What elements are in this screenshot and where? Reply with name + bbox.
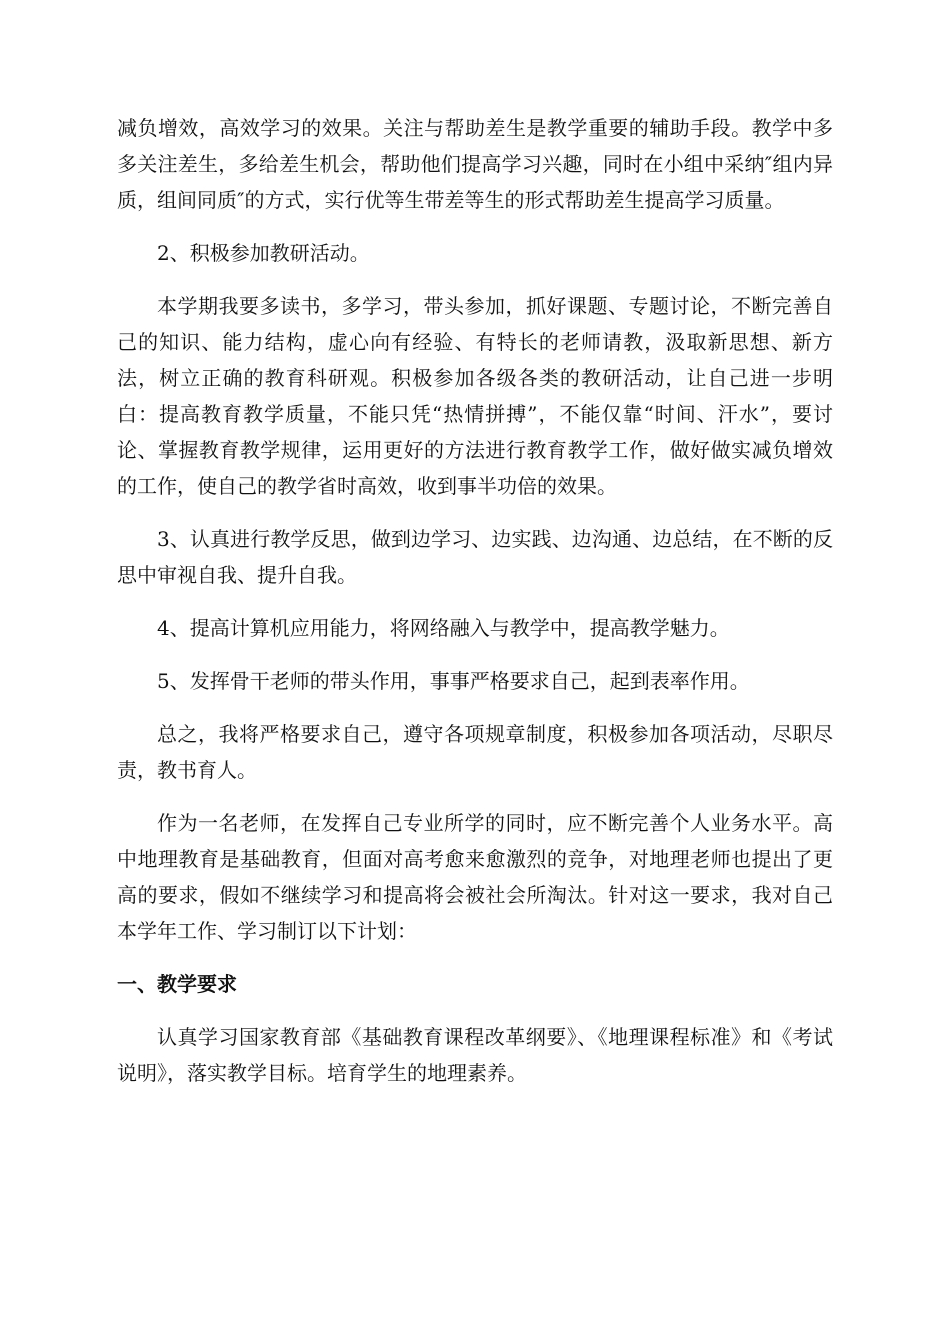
section-heading: 一、教学要求 xyxy=(117,972,237,996)
paragraph-section-body: 认真学习国家教育部《基础教育课程改革纲要》、《地理课程标准》和《考试说明》，落实教学目标。培育学生的地理素养。 xyxy=(117,1025,833,1085)
paragraph-research: 本学期我要多读书，多学习，带头参加，抓好课题、专题讨论，不断完善自己的知识、能力结构，虚心向有经验、有特长的老师请教，汲取新思想、新方法，树立正确的教育科研观。积极参加各级各类的教研活动，让自己进一步明白：提高教育教学质量，不能只凭“热情拼搏”，不能仅靠“时间、汗水”，要讨论、掌握教育教学规律，运用更好的方法进行教育教学工作，做好做实减负增效的工作，使自己的教学省时高效，收到事半功倍的效果。 xyxy=(117,294,833,498)
paragraph-item-5: 5、发挥骨干老师的带头作用，事事严格要求自己，起到表率作用。 xyxy=(157,669,750,693)
paragraph-continuation: 减负增效，高效学习的效果。关注与帮助差生是教学重要的辅助手段。教学中多多关注差生，多给差生机会，帮助他们提高学习兴趣，同时在小组中采纳″组内异质，组间同质″的方式，实行优等生带差等生的形式帮助差生提高学习质量。 xyxy=(117,116,833,212)
paragraph-item-2: 2、积极参加教研活动。 xyxy=(157,241,370,265)
paragraph-item-3: 3、认真进行教学反思，做到边学习、边实践、边沟通、边总结，在不断的反思中审视自我、提升自我。 xyxy=(117,527,833,587)
paragraph-intro: 作为一名老师，在发挥自己专业所学的同时，应不断完善个人业务水平。高中地理教育是基础教育，但面对高考愈来愈激烈的竞争，对地理老师也提出了更高的要求，假如不继续学习和提高将会被社会所淘汰。针对这一要求，我对自己本学年工作、学习制订以下计划： xyxy=(117,811,833,943)
paragraph-item-4: 4、提高计算机应用能力，将网络融入与教学中，提高教学魅力。 xyxy=(157,616,730,640)
paragraph-summary: 总之，我将严格要求自己，遵守各项规章制度，积极参加各项活动，尽职尽责，教书育人。 xyxy=(117,722,833,782)
document-body xyxy=(117,110,833,1108)
